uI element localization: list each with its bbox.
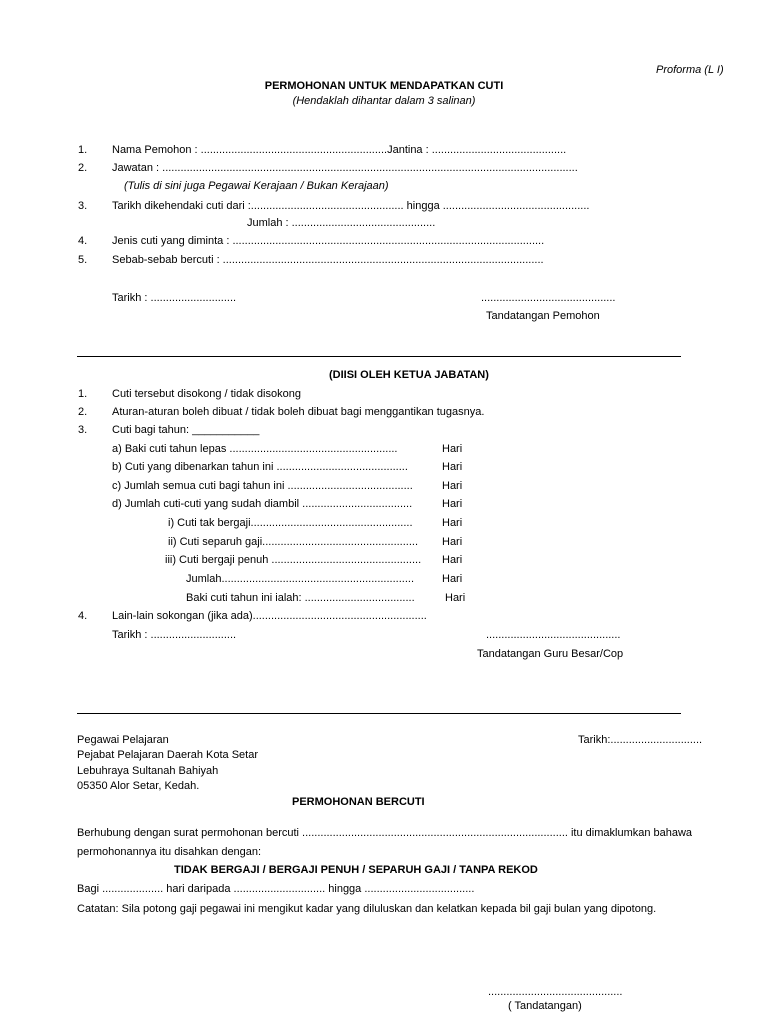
other-support-field: Lain-lain sokongan (jika ada)......................................................... [112, 610, 427, 622]
head-section-heading: (DIISI OLEH KETUA JABATAN) [329, 369, 489, 381]
item-number: 5. [78, 254, 88, 266]
form-subtitle: (Hendaklah dihantar dalam 3 salinan) [292, 95, 476, 107]
position-note: (Tulis di sini juga Pegawai Kerajaan / Bukan Kerajaan) [124, 180, 389, 192]
leave-year-field: Cuti bagi tahun: ___________ [112, 424, 260, 436]
office-paragraph: Berhubung dengan surat permohonan bercuti ....................................................................................... itu dimaklumkan bahawa [77, 827, 693, 839]
leave-row: a) Baki cuti tahun lepas ....................................................... [112, 443, 398, 455]
head-signature-line: ............................................ [486, 629, 621, 641]
applicant-signature-line: ............................................ [481, 292, 616, 304]
office-signature-label: ( Tandatangan) [508, 1000, 582, 1012]
leave-type-field: Jenis cuti yang diminta : ...................................................................................................... [112, 235, 545, 247]
approved-days-line: Bagi .................... hari daripada .............................. hingga .................................... [77, 883, 475, 895]
unit-label: Hari [442, 461, 463, 473]
office-date-field: Tarikh:.............................. [578, 734, 703, 746]
approval-options: TIDAK BERGAJI / BERGAJI PENUH / SEPARUH GAJI / TANPA REKOD [174, 864, 538, 876]
leave-row: iii) Cuti bergaji penuh ................................................. [165, 554, 422, 566]
item-number: 2. [78, 162, 88, 174]
leave-row: ii) Cuti separuh gaji................................................... [168, 536, 419, 548]
item-number: 1. [78, 144, 88, 156]
item-number: 4. [78, 610, 88, 622]
section-divider [77, 356, 681, 357]
leave-row: Jumlah............................................................... [186, 573, 414, 585]
leave-row: Baki cuti tahun ini ialah: .................................... [186, 592, 415, 604]
support-status: Cuti tersebut disokong / tidak disokong [112, 388, 301, 400]
office-address-line: 05350 Alor Setar, Kedah. [77, 780, 200, 792]
unit-label: Hari [442, 480, 463, 492]
replacement-arrangement: Aturan-aturan boleh dibuat / tidak boleh dibuat bagi menggantikan tugasnya. [112, 406, 485, 418]
office-address-line: Pejabat Pelajaran Daerah Kota Setar [77, 749, 259, 761]
applicant-name-field: Nama Pemohon : .............................................................Jantina : ............................................ [112, 144, 567, 156]
head-signature-label: Tandatangan Guru Besar/Cop [477, 648, 624, 660]
office-paragraph: permohonannya itu disahkan dengan: [77, 846, 262, 858]
applicant-signature-label: Tandatangan Pemohon [486, 310, 600, 322]
office-address-line: Lebuhraya Sultanah Bahiyah [77, 765, 219, 777]
leave-dates-field: Tarikh dikehendaki cuti dari :.................................................. hingga ................................................ [112, 200, 590, 212]
leave-row: c) Jumlah semua cuti bagi tahun ini ......................................... [112, 480, 413, 492]
office-signature-line: ............................................ [488, 986, 623, 998]
unit-label: Hari [445, 592, 466, 604]
form-title: PERMOHONAN UNTUK MENDAPATKAN CUTI [264, 80, 504, 92]
item-number: 3. [78, 424, 88, 436]
position-field: Jawatan : ........................................................................................................................................ [112, 162, 578, 174]
unit-label: Hari [442, 443, 463, 455]
head-date-field: Tarikh : ............................ [112, 629, 237, 641]
leave-row: b) Cuti yang dibenarkan tahun ini ........................................... [112, 461, 408, 473]
unit-label: Hari [442, 554, 463, 566]
office-address-line: Pegawai Pelajaran [77, 734, 169, 746]
section-divider [77, 713, 681, 714]
unit-label: Hari [442, 517, 463, 529]
item-number: 3. [78, 200, 88, 212]
item-number: 2. [78, 406, 88, 418]
item-number: 1. [78, 388, 88, 400]
unit-label: Hari [442, 536, 463, 548]
unit-label: Hari [442, 573, 463, 585]
leave-reason-field: Sebab-sebab bercuti : ......................................................................................................... [112, 254, 544, 266]
office-heading: PERMOHONAN BERCUTI [292, 796, 425, 808]
proforma-label: Proforma (L I) [656, 64, 724, 76]
unit-label: Hari [442, 498, 463, 510]
total-days-field: Jumlah : ............................................... [247, 217, 436, 229]
item-number: 4. [78, 235, 88, 247]
leave-row: d) Jumlah cuti-cuti yang sudah diambil .................................... [112, 498, 413, 510]
leave-row: i) Cuti tak bergaji..................................................... [168, 517, 413, 529]
applicant-date-field: Tarikh : ............................ [112, 292, 237, 304]
office-note: Catatan: Sila potong gaji pegawai ini mengikut kadar yang diluluskan dan kelatkan kepada bil gaji bulan yang dipotong. [77, 903, 657, 915]
